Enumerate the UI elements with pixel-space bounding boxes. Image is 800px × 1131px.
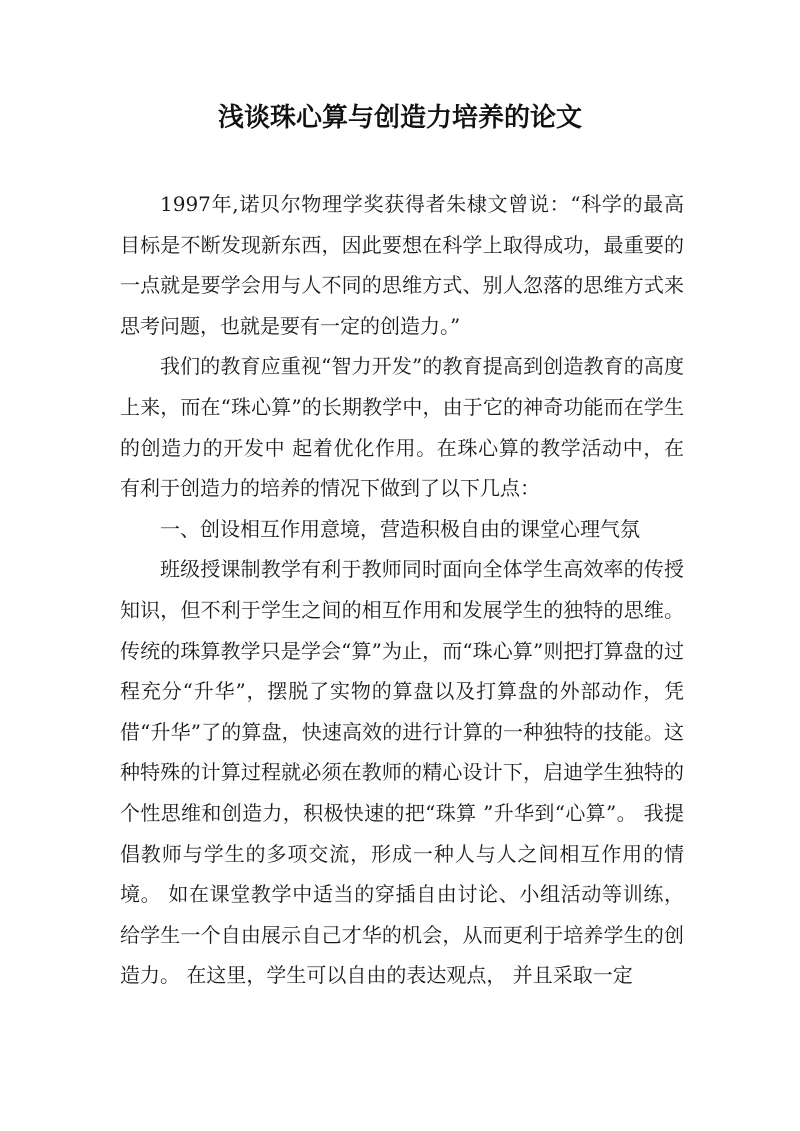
paragraph-education: 我们的教育应重视“智力开发”的教育提高到创造教育的高度上来，而在“珠心算”的长期教学中，由于它的神奇功能而在学生的创造力的开发中 起着优化作用。在珠心算的教学活动中，在有利于创造力的培养的情况下做到了以下几点： bbox=[120, 354, 684, 501]
section-heading-one: 一、创设相互作用意境，营造积极自由的课堂心理气氛 bbox=[160, 516, 640, 541]
document-body bbox=[120, 184, 684, 996]
document-title: 浅谈珠心算与创造力培养的论文 bbox=[217, 103, 582, 133]
paragraph-classroom: 班级授课制教学有利于教师同时面向全体学生高效率的传授知识，但不利于学生之间的相互作用和发展学生的独特的思维。传统的珠算教学只是学会“算”为止，而“珠心算”则把打算盘的过程充分“升华”，摆脱了实物的算盘以及打算盘的外部动作，凭借“升华”了的算盘，快速高效的进行计算的一种独特的技能。这种特殊的计算过程就必须在教师的精心设计下，启迪学生独特的个性思维和创造力，积极快速的把“珠算 ”升华到“心算”。 我提倡教师与学生的多项交流，形成一种人与人之间相互作用的情境。 如在课堂教学中适当的穿插自由讨论、小组活动等训练， 给学生一个自由展示自己才华的机会，从而更利于培养学生的创造力。 在这里，学生可以自由的表达观点， 并且采取一定 bbox=[120, 557, 684, 988]
paragraph-intro-quote: 1997年,诺贝尔物理学奖获得者朱棣文曾说：“科学的最高目标是不断发现新东西，因此要想在科学上取得成功，最重要的一点就是要学会用与人不同的思维方式、别人忽落的思维方式来思考问题，也就是要有一定的创造力。” bbox=[120, 192, 684, 338]
